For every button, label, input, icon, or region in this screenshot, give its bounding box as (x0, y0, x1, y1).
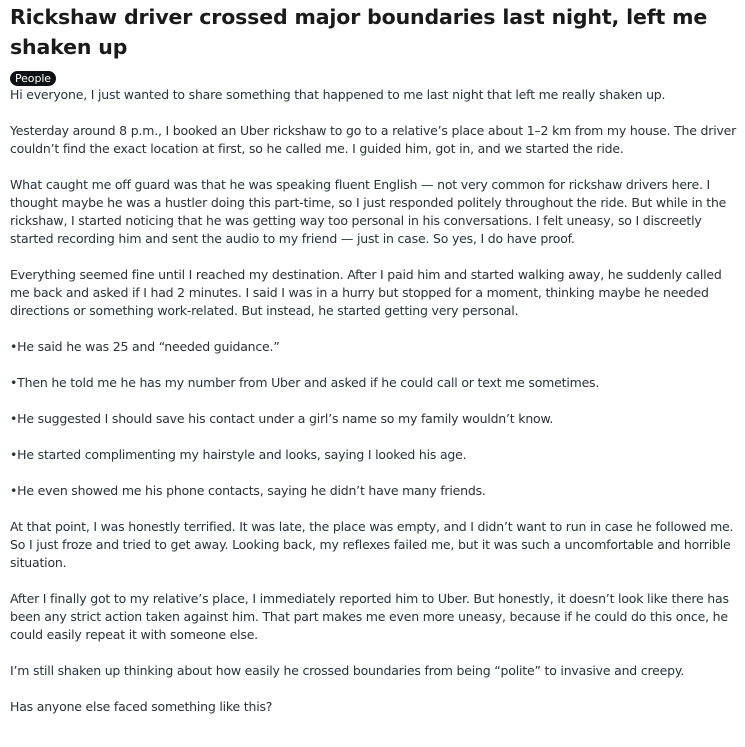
post-bullet: •He said he was 25 and “needed guidance.” (10, 339, 280, 354)
post-bullet: •He suggested I should save his contact under a girl’s name so my family wouldn’t know. (10, 411, 554, 426)
post-bullet: •He even showed me his phone contacts, saying he didn’t have many friends. (10, 483, 486, 498)
post-paragraph: Everything seemed fine until I reached my destination. After I paid him and started walking away, he suddenly called me back and asked if I had 2 minutes. I said I was in a hurry but stopped for a moment, thinking maybe he needed directions or something work-related. But instead, he started getting very personal. (10, 267, 722, 318)
post-paragraph: Has anyone else faced something like this? (10, 699, 273, 714)
post-flair[interactable]: People (10, 71, 56, 86)
post-bullet: •He started complimenting my hairstyle and looks, saying I looked his age. (10, 447, 467, 462)
post-paragraph: After I finally got to my relative’s place, I immediately reported him to Uber. But honestly, it doesn’t look like there has been any strict action taken against him. That part makes me even more uneasy, because if he could do this once, he could easily repeat it with someone else. (10, 591, 729, 642)
post-paragraph: At that point, I was honestly terrified. It was late, the place was empty, and I didn’t want to run in case he followed me. So I just froze and tried to get away. Looking back, my reflexes failed me, but it was such a uncomfortable and horrible situation. (10, 519, 734, 570)
post-paragraph: What caught me off guard was that he was speaking fluent English — not very common for rickshaw drivers here. I thought maybe he was a hustler doing this part-time, so I just responded politely throughout the ride. But while in the rickshaw, I started noticing that he was getting way too personal in his conversations. I felt uneasy, so I discreetly started recording him and sent the audio to my friend — just in case. So yes, I do have proof. (10, 177, 727, 246)
post-bullet: •Then he told me he has my number from Uber and asked if he could call or text me sometimes. (10, 375, 600, 390)
post-title[interactable]: Rickshaw driver crossed major boundaries last night, left me shaken up (10, 5, 708, 59)
post-paragraph: Hi everyone, I just wanted to share something that happened to me last night that left me really shaken up. (10, 87, 666, 102)
post (10, 2, 740, 716)
post-paragraph: I’m still shaken up thinking about how easily he crossed boundaries from being “polite” to invasive and creepy. (10, 663, 685, 678)
post-paragraph: Yesterday around 8 p.m., I booked an Uber rickshaw to go to a relative’s place about 1–2 km from my house. The driver couldn’t find the exact location at first, so he called me. I guided him, got in, and we started the ride. (10, 123, 737, 156)
post-body (10, 86, 740, 716)
